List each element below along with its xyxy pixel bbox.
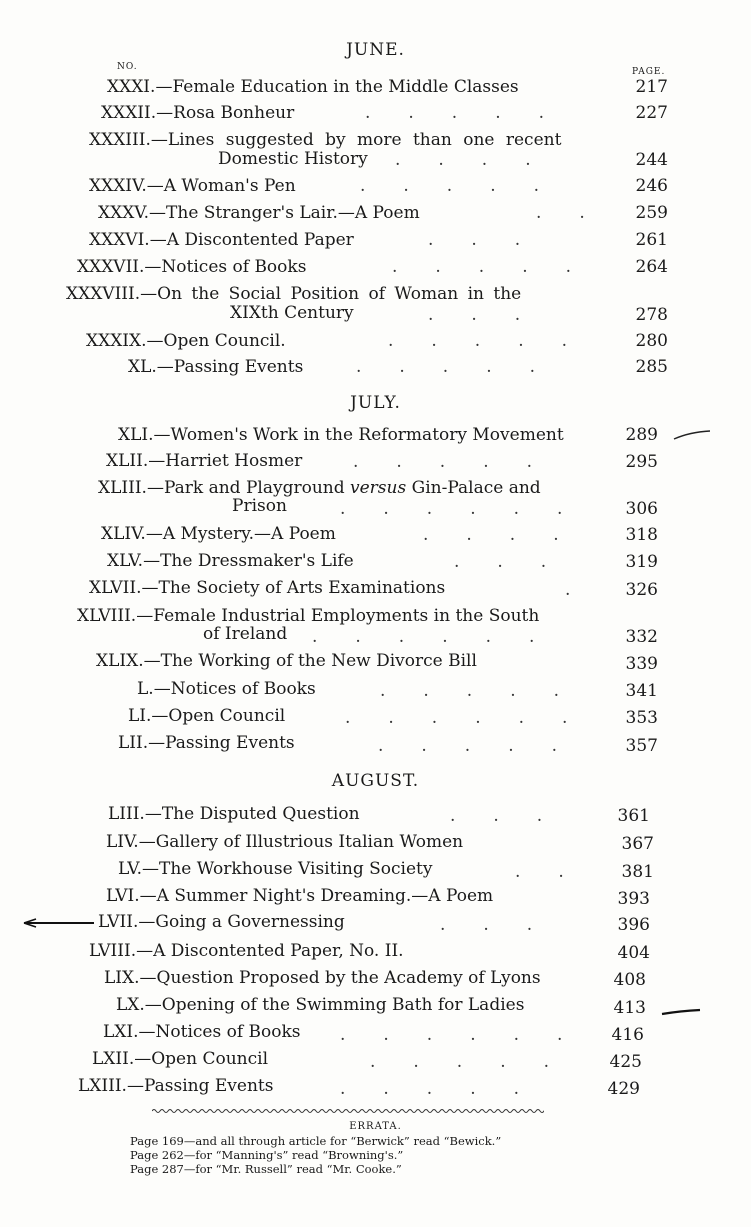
toc-entry: XLIII.—Park and Playground versus Gin-Palace and xyxy=(98,478,541,498)
errata-line: Page 262—for “Manning's” read “Browning's.” xyxy=(130,1148,404,1162)
margin-pencil-mark xyxy=(660,1005,702,1017)
leader-dots: ...... xyxy=(340,1025,601,1045)
toc-entry: XL.—Passing Events xyxy=(128,357,304,377)
page-number: 278 xyxy=(635,305,668,325)
toc-entry: LIII.—The Disputed Question xyxy=(108,804,360,824)
toc-entry-continuation: XIXth Century xyxy=(230,303,354,323)
leader-dots: ...... xyxy=(340,499,601,519)
page-number: 332 xyxy=(625,627,658,647)
leader-dots: ... xyxy=(440,915,571,935)
toc-entry-continuation: Domestic History xyxy=(218,149,368,169)
toc-entry: LVI.—A Summer Night's Dreaming.—A Poem xyxy=(106,886,494,906)
toc-entry: LVII.—Going a Governessing xyxy=(98,912,345,932)
page-number: 408 xyxy=(613,970,646,990)
page-number: 319 xyxy=(625,552,658,572)
toc-entry: LX.—Opening of the Swimming Bath for Ladies xyxy=(116,995,525,1015)
wavy-divider xyxy=(152,1107,544,1115)
leader-dots: ... xyxy=(454,552,585,572)
leader-dots: .... xyxy=(423,525,597,545)
errata-line: Page 169—and all through article for “Berwick” read “Bewick.” xyxy=(130,1134,502,1148)
toc-entry: LXI.—Notices of Books xyxy=(103,1022,301,1042)
page-number: 259 xyxy=(635,203,668,223)
toc-entry-continuation: of Ireland xyxy=(203,624,288,644)
page-number: 339 xyxy=(625,654,658,674)
toc-entry: XXXI.—Female Education in the Middle Classes xyxy=(107,77,519,97)
toc-entry: XXXIII.—Lines suggested by more than one recent xyxy=(89,130,562,150)
leader-dots: ...... xyxy=(312,627,573,647)
month-heading-june: JUNE. xyxy=(346,40,405,60)
page-number: 217 xyxy=(635,77,668,97)
leader-dots: .. xyxy=(536,203,623,223)
page-number: 326 xyxy=(625,580,658,600)
toc-entry: XXXVIII.—On the Social Position of Woman in the xyxy=(66,284,522,304)
leader-dots: ..... xyxy=(392,257,610,277)
leader-dots: ...... xyxy=(345,708,606,728)
toc-entry: LIX.—Question Proposed by the Academy of Lyons xyxy=(104,968,541,988)
page-number: 318 xyxy=(625,525,658,545)
errata-line: Page 287—for “Mr. Russell” read “Mr. Cooke.” xyxy=(130,1162,402,1176)
toc-entry: XXXII.—Rosa Bonheur xyxy=(101,103,295,123)
toc-entry: XLV.—The Dressmaker's Life xyxy=(107,551,354,571)
page-number: 264 xyxy=(635,257,668,277)
leader-dots: ..... xyxy=(380,681,598,701)
page-number: 280 xyxy=(635,331,668,351)
page-number: 227 xyxy=(635,103,668,123)
toc-entry: LIV.—Gallery of Illustrious Italian Women xyxy=(106,832,464,852)
toc-entry: XXXIX.—Open Council. xyxy=(86,331,286,351)
page-column-label: PAGE. xyxy=(632,67,666,77)
leader-dots: ..... xyxy=(353,452,571,472)
toc-entry: LV.—The Workhouse Visiting Society xyxy=(118,859,433,879)
page-number: 353 xyxy=(625,708,658,728)
page-number: 357 xyxy=(625,736,658,756)
leader-dots: ..... xyxy=(340,1079,558,1099)
page-number: 261 xyxy=(635,230,668,250)
toc-entry: XLIV.—A Mystery.—A Poem xyxy=(101,524,336,544)
month-heading-august: AUGUST. xyxy=(331,771,420,791)
toc-entry: L.—Notices of Books xyxy=(137,679,316,699)
margin-pencil-mark xyxy=(672,428,712,442)
toc-entry: XXXVII.—Notices of Books xyxy=(77,257,307,277)
toc-entry: LI.—Open Council xyxy=(128,706,286,726)
toc-entry: LVIII.—A Discontented Paper, No. II. xyxy=(89,941,404,961)
no-column-label: NO. xyxy=(117,62,138,72)
page-number: 396 xyxy=(617,915,650,935)
toc-entry: XLI.—Women's Work in the Reformatory Movement xyxy=(118,425,564,445)
month-heading-july: JULY. xyxy=(350,393,401,413)
toc-entry: LII.—Passing Events xyxy=(118,733,295,753)
leader-dots: ..... xyxy=(360,176,578,196)
toc-entry: XLVIII.—Female Industrial Employments in the South xyxy=(77,606,540,626)
page-number: 413 xyxy=(613,998,646,1018)
leader-dots: ..... xyxy=(388,331,606,351)
page-number: 246 xyxy=(635,176,668,196)
toc-entry-continuation: Prison xyxy=(232,496,287,516)
leader-dots: ... xyxy=(450,806,581,826)
page-number: 429 xyxy=(607,1079,640,1099)
page-number: 404 xyxy=(617,943,650,963)
page-number: 425 xyxy=(609,1052,642,1072)
page-number: 295 xyxy=(625,452,658,472)
page-number: 244 xyxy=(635,150,668,170)
page-number: 289 xyxy=(625,425,658,445)
toc-entry: LXIII.—Passing Events xyxy=(78,1076,274,1096)
leader-dots: ..... xyxy=(356,357,574,377)
toc-entry: XLIX.—The Working of the New Divorce Bill xyxy=(96,651,477,671)
toc-entry: LXII.—Open Council xyxy=(92,1049,269,1069)
page-number: 381 xyxy=(621,862,654,882)
leader-dots: ... xyxy=(428,305,559,325)
toc-entry: XXXV.—The Stranger's Lair.—A Poem xyxy=(98,203,420,223)
margin-arrow-mark xyxy=(22,917,96,929)
leader-dots: .. xyxy=(515,862,602,882)
leader-dots: .... xyxy=(395,150,569,170)
page-number: 367 xyxy=(621,834,654,854)
toc-entry: XLVII.—The Society of Arts Examinations xyxy=(89,578,446,598)
leader-dots: . xyxy=(565,580,609,600)
toc-entry: XXXIV.—A Woman's Pen xyxy=(89,176,296,196)
page-number: 306 xyxy=(625,499,658,519)
errata-heading: ERRATA. xyxy=(349,1121,402,1132)
toc-entry: XLII.—Harriet Hosmer xyxy=(106,451,303,471)
toc-entry: XXXVI.—A Discontented Paper xyxy=(89,230,354,250)
page-number: 416 xyxy=(611,1025,644,1045)
page-number: 361 xyxy=(617,806,650,826)
page-number: 393 xyxy=(617,889,650,909)
leader-dots: ..... xyxy=(378,736,596,756)
leader-dots: ..... xyxy=(365,103,583,123)
page-number: 341 xyxy=(625,681,658,701)
page-number: 285 xyxy=(635,357,668,377)
leader-dots: ..... xyxy=(370,1052,588,1072)
leader-dots: ... xyxy=(428,230,559,250)
